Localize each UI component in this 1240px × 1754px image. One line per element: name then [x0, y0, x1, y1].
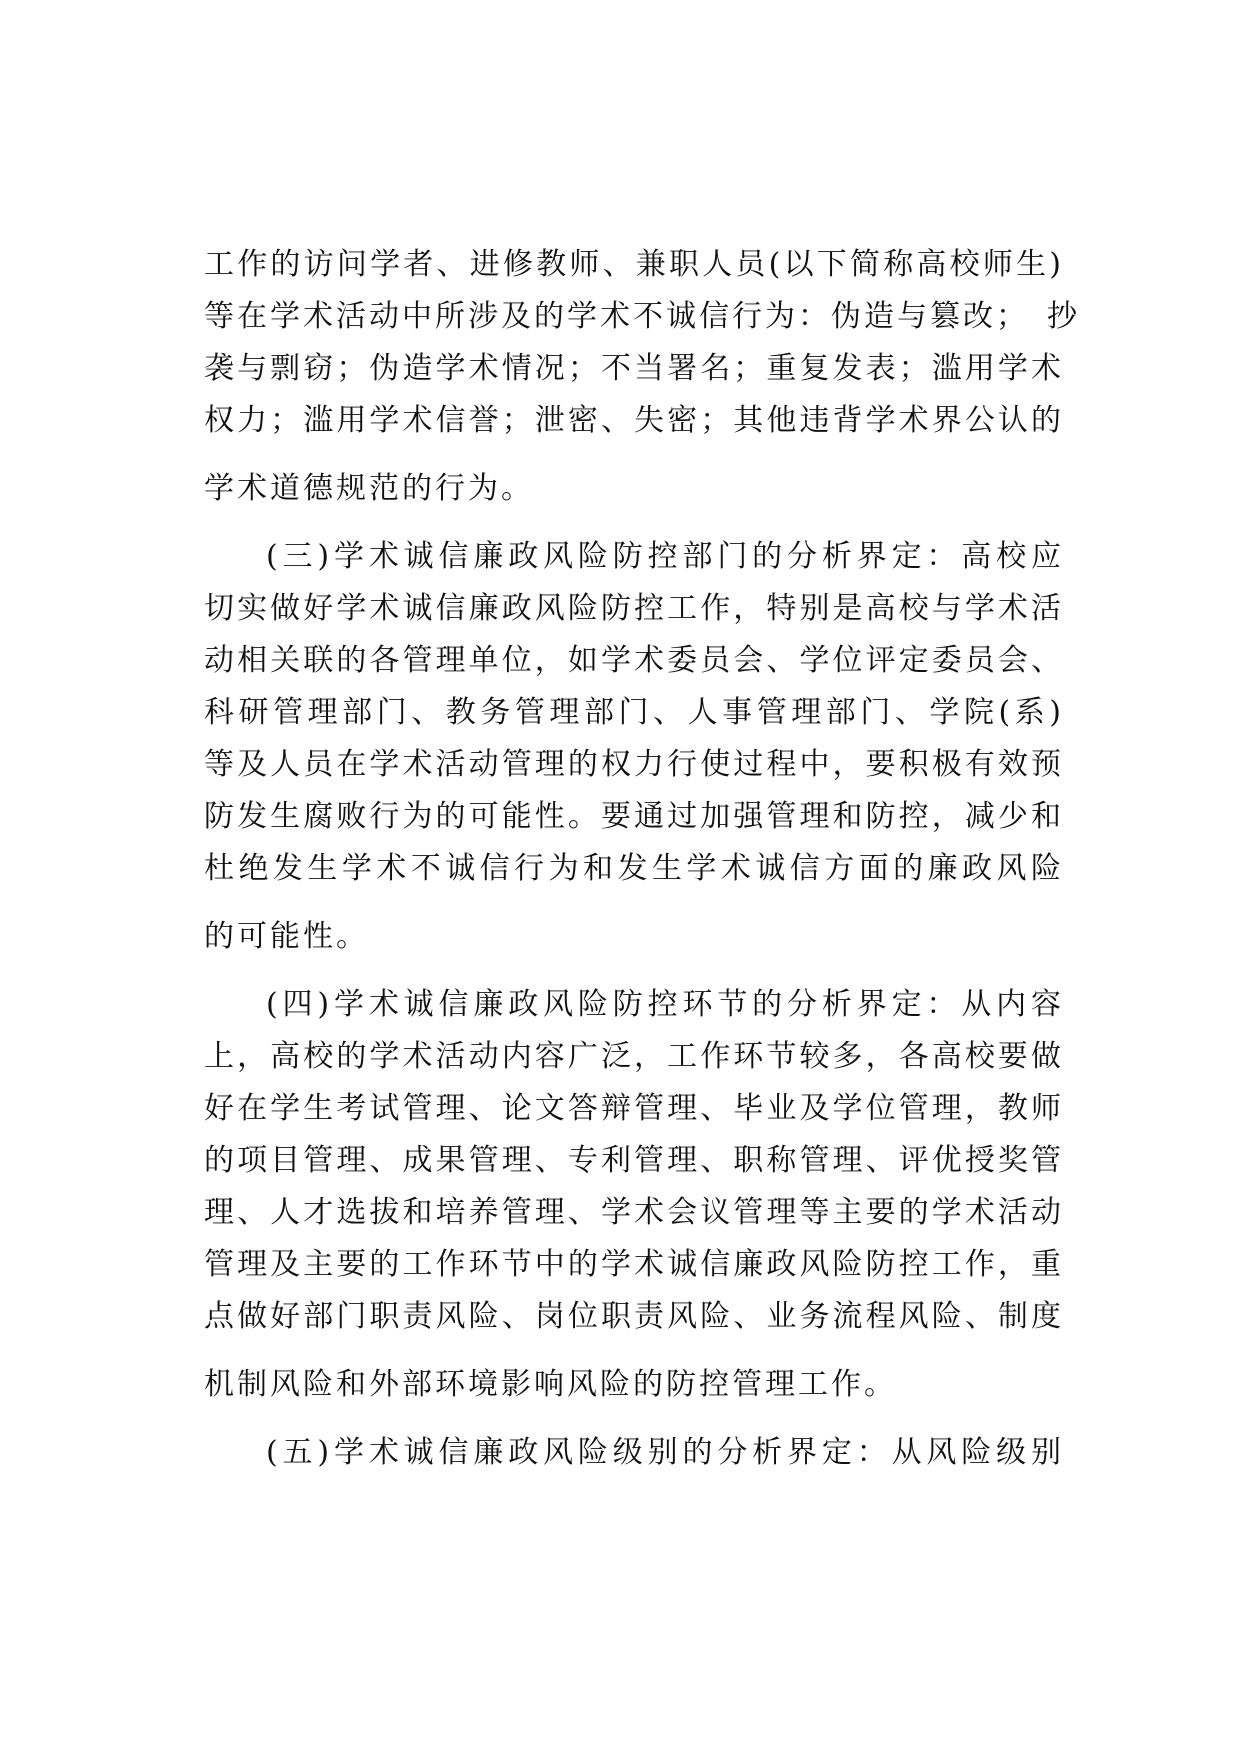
body-text — [204, 247, 1080, 1470]
text-line: 袭与剽窃；伪造学术情况；不当署名；重复发表；滥用学术 — [204, 351, 1064, 386]
paragraph-section-3 — [204, 539, 1064, 954]
text-line: 点做好部门职责风险、岗位职责风险、业务流程风险、制度 — [204, 1299, 1064, 1334]
text-line: 杜绝发生学术不诚信行为和发生学术诚信方面的廉政风险 — [204, 851, 1064, 886]
text-line: 科研管理部门、教务管理部门、人事管理部门、学院(系) — [204, 695, 1064, 730]
paragraph-section-4 — [204, 987, 1064, 1402]
text-line: 理、人才选拔和培养管理、学术会议管理等主要的学术活动 — [204, 1195, 1064, 1230]
text-line: 防发生腐败行为的可能性。要通过加强管理和防控，减少和 — [204, 799, 1064, 834]
text-line: 权力；滥用学术信誉；泄密、失密；其他违背学术界公认的 — [204, 403, 1064, 438]
section-3-heading-line: (三)学术诚信廉政风险防控部门的分析界定：高校应 — [266, 539, 1064, 574]
text-line: 好在学生考试管理、论文答辩管理、毕业及学位管理，教师 — [204, 1091, 1064, 1126]
text-line: 上，高校的学术活动内容广泛，工作环节较多，各高校要做 — [204, 1039, 1064, 1074]
text-line: 动相关联的各管理单位，如学术委员会、学位评定委员会、 — [204, 643, 1064, 678]
text-line: 学术道德规范的行为。 — [204, 471, 534, 506]
text-line: 等及人员在学术活动管理的权力行使过程中，要积极有效预 — [204, 747, 1064, 782]
section-4-heading-line: (四)学术诚信廉政风险防控环节的分析界定：从内容 — [266, 987, 1064, 1022]
section-5-heading-line: (五)学术诚信廉政风险级别的分析界定：从风险级别 — [266, 1435, 1064, 1470]
text-line: 切实做好学术诚信廉政风险防控工作，特别是高校与学术活 — [204, 591, 1064, 626]
paragraph-section-5 — [204, 1435, 1064, 1470]
text-line: 机制风险和外部环境影响风险的防控管理工作。 — [204, 1367, 897, 1402]
text-line: 等在学术活动中所涉及的学术不诚信行为：伪造与篡改； 抄 — [204, 299, 1080, 334]
text-line: 工作的访问学者、进修教师、兼职人员(以下简称高校师生) — [204, 247, 1064, 282]
paragraph-scope-continued — [204, 247, 1080, 506]
text-line: 的项目管理、成果管理、专利管理、职称管理、评优授奖管 — [204, 1143, 1064, 1178]
text-line: 的可能性。 — [204, 919, 369, 954]
text-line: 管理及主要的工作环节中的学术诚信廉政风险防控工作，重 — [204, 1247, 1064, 1282]
